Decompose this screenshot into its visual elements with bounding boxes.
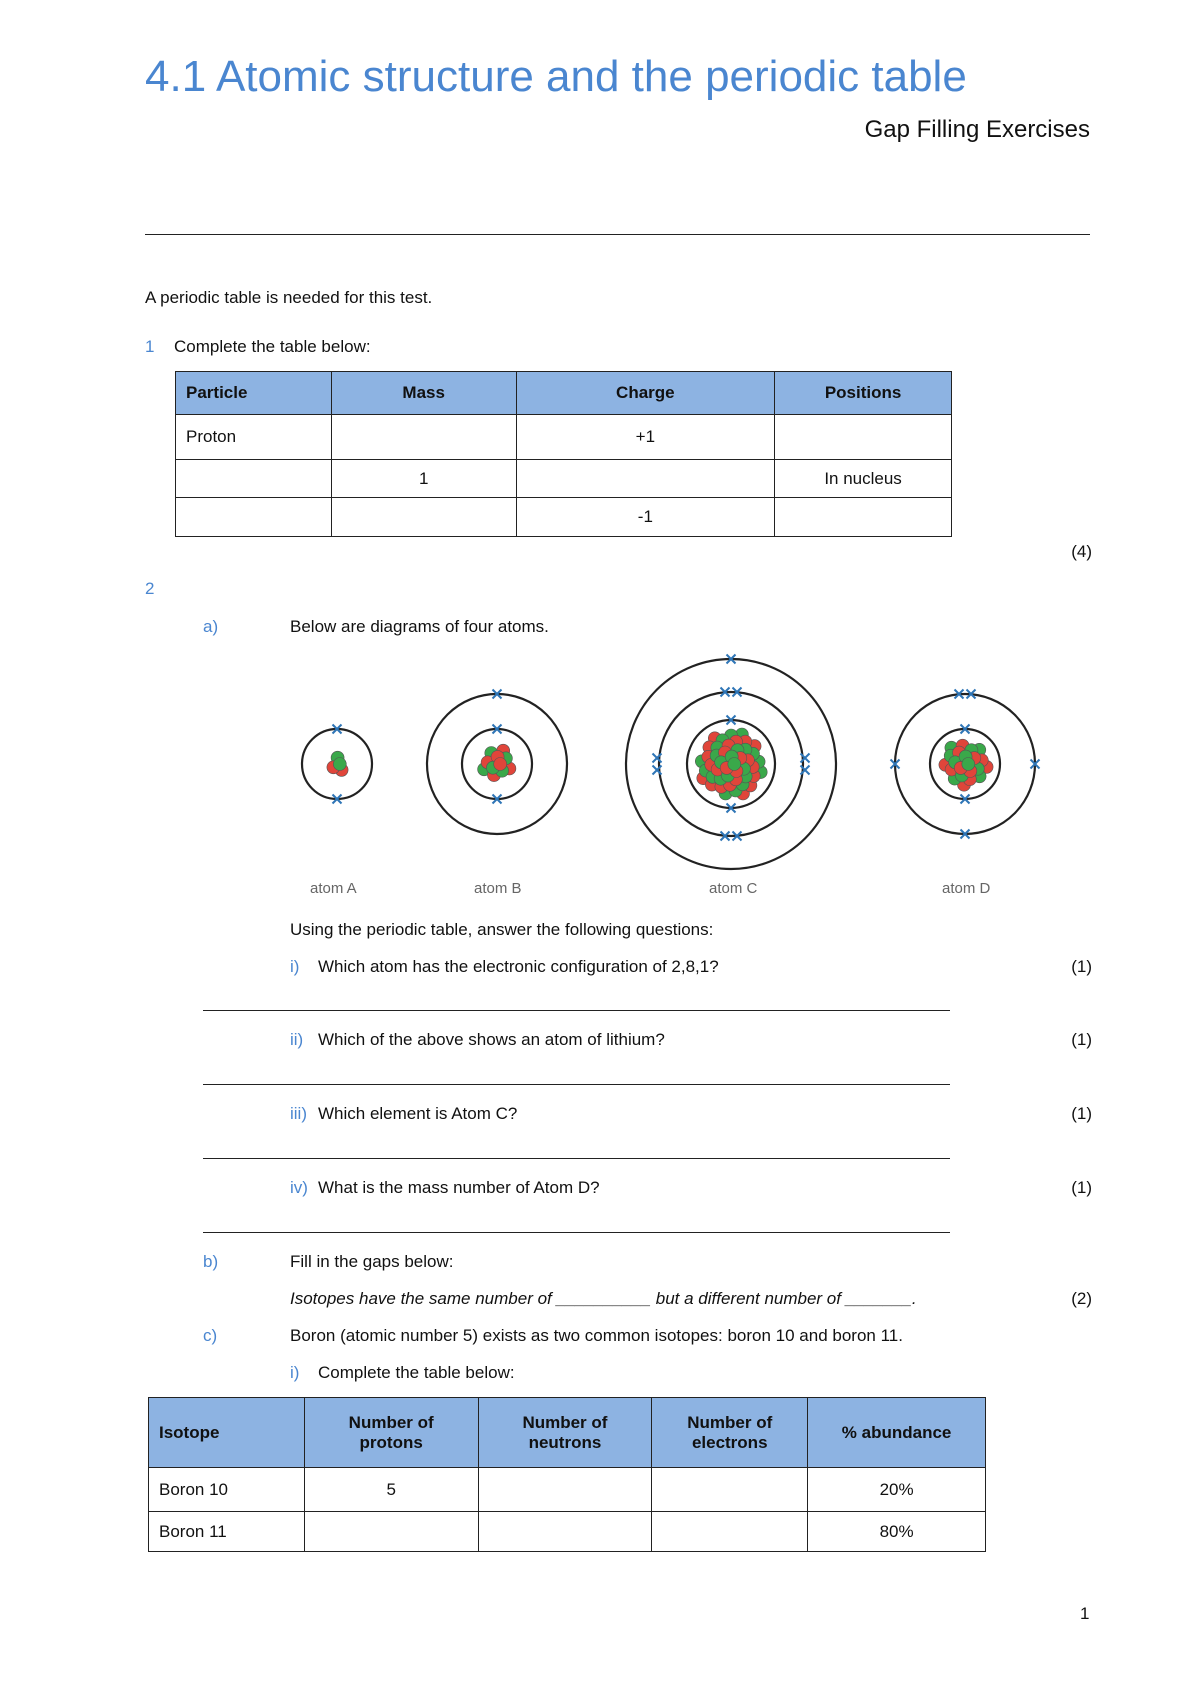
answer-line-iii[interactable] <box>203 1158 950 1159</box>
header-mass: Mass <box>331 372 516 415</box>
table-cell: In nucleus <box>775 460 952 498</box>
header-isotope: Isotope <box>149 1398 305 1468</box>
table-row <box>176 460 952 498</box>
atoms-layer <box>302 655 1040 870</box>
table-cell: -1 <box>516 498 775 537</box>
q1-prompt: Complete the table below: <box>174 337 371 356</box>
q2b-marks: (2) <box>1071 1289 1092 1308</box>
table-cell[interactable] <box>176 460 332 498</box>
q2a-iv-text: What is the mass number of Atom D? <box>318 1178 600 1197</box>
neutron <box>333 758 346 771</box>
table-cell: Boron 11 <box>149 1512 305 1552</box>
q2a-iv-label: iv) <box>290 1178 308 1197</box>
header-neutrons: Number of neutrons <box>478 1398 652 1468</box>
table-cell[interactable] <box>176 498 332 537</box>
using-periodic-table: Using the periodic table, answer the following questions: <box>290 920 714 939</box>
particle-table-header-row <box>176 372 952 415</box>
atom-label-c: atom C <box>709 880 758 897</box>
q2a-ii-marks: (1) <box>1071 1030 1092 1049</box>
q2b-sentence: Isotopes have the same number of __________ but a different number of _______. <box>290 1289 917 1308</box>
q2c-label: c) <box>203 1326 218 1345</box>
atom-label-b: atom B <box>474 880 522 897</box>
page-number: 1 <box>1080 1604 1090 1623</box>
table-cell[interactable] <box>652 1512 808 1552</box>
isotope-table-header-row <box>149 1398 986 1468</box>
q2a-ii-text: Which of the above shows an atom of lithium? <box>318 1030 665 1049</box>
q2a-label: a) <box>203 617 219 636</box>
header-particle: Particle <box>176 372 332 415</box>
isotope-table <box>148 1397 986 1552</box>
q2a-iii-label: iii) <box>290 1104 307 1123</box>
table-cell: 5 <box>304 1468 478 1512</box>
atom-label-a: atom A <box>310 880 357 897</box>
table-cell: 1 <box>331 460 516 498</box>
table-cell[interactable] <box>775 498 952 537</box>
page-title: 4.1 Atomic structure and the periodic table <box>145 52 967 101</box>
table-cell[interactable] <box>478 1512 652 1552</box>
q2-number: 2 <box>145 579 155 598</box>
table-cell[interactable] <box>331 498 516 537</box>
header-positions: Positions <box>775 372 952 415</box>
q2c-i-text: Complete the table below: <box>318 1363 515 1382</box>
answer-line-i[interactable] <box>203 1010 950 1011</box>
table-row <box>176 498 952 537</box>
table-cell[interactable] <box>652 1468 808 1512</box>
q2a-i-label: i) <box>290 957 300 976</box>
answer-line-ii[interactable] <box>203 1084 950 1085</box>
header-charge: Charge <box>516 372 775 415</box>
q2b-text: Fill in the gaps below: <box>290 1252 454 1271</box>
table-row <box>176 415 952 460</box>
q2a-i-marks: (1) <box>1071 957 1092 976</box>
table-cell: 80% <box>808 1512 986 1552</box>
q2a-iii-text: Which element is Atom C? <box>318 1104 518 1123</box>
q2b-label: b) <box>203 1252 219 1271</box>
neutron <box>728 758 741 771</box>
q2a-i-text: Which atom has the electronic configuration of 2,8,1? <box>318 957 719 976</box>
table-cell[interactable] <box>516 460 775 498</box>
q1-marks: (4) <box>1071 542 1092 561</box>
header-electrons: Number of electrons <box>652 1398 808 1468</box>
table-row <box>149 1468 986 1512</box>
q2c-text: Boron (atomic number 5) exists as two common isotopes: boron 10 and boron 11. <box>290 1326 903 1345</box>
table-cell: 20% <box>808 1468 986 1512</box>
table-cell[interactable] <box>478 1468 652 1512</box>
q2c-i-label: i) <box>290 1363 300 1382</box>
neutron <box>962 758 975 771</box>
table-cell: Proton <box>176 415 332 460</box>
header-abundance: % abundance <box>808 1398 986 1468</box>
q2a-iv-marks: (1) <box>1071 1178 1092 1197</box>
table-cell[interactable] <box>331 415 516 460</box>
table-cell: +1 <box>516 415 775 460</box>
header-divider <box>145 234 1090 235</box>
particle-table <box>175 371 952 537</box>
header-protons: Number of protons <box>304 1398 478 1468</box>
atom-label-d: atom D <box>942 880 991 897</box>
table-cell[interactable] <box>304 1512 478 1552</box>
page-subtitle: Gap Filling Exercises <box>864 116 1090 143</box>
atom-diagrams <box>270 645 1070 895</box>
proton <box>494 758 507 771</box>
table-row <box>149 1512 986 1552</box>
intro-text: A periodic table is needed for this test. <box>145 288 433 307</box>
q1-number: 1 <box>145 337 155 356</box>
answer-line-iv[interactable] <box>203 1232 950 1233</box>
q2a-iii-marks: (1) <box>1071 1104 1092 1123</box>
q2a-ii-label: ii) <box>290 1030 304 1049</box>
table-cell: Boron 10 <box>149 1468 305 1512</box>
q2a-text: Below are diagrams of four atoms. <box>290 617 549 636</box>
q2b-sentence-wrap <box>290 1289 917 1309</box>
table-cell[interactable] <box>775 415 952 460</box>
